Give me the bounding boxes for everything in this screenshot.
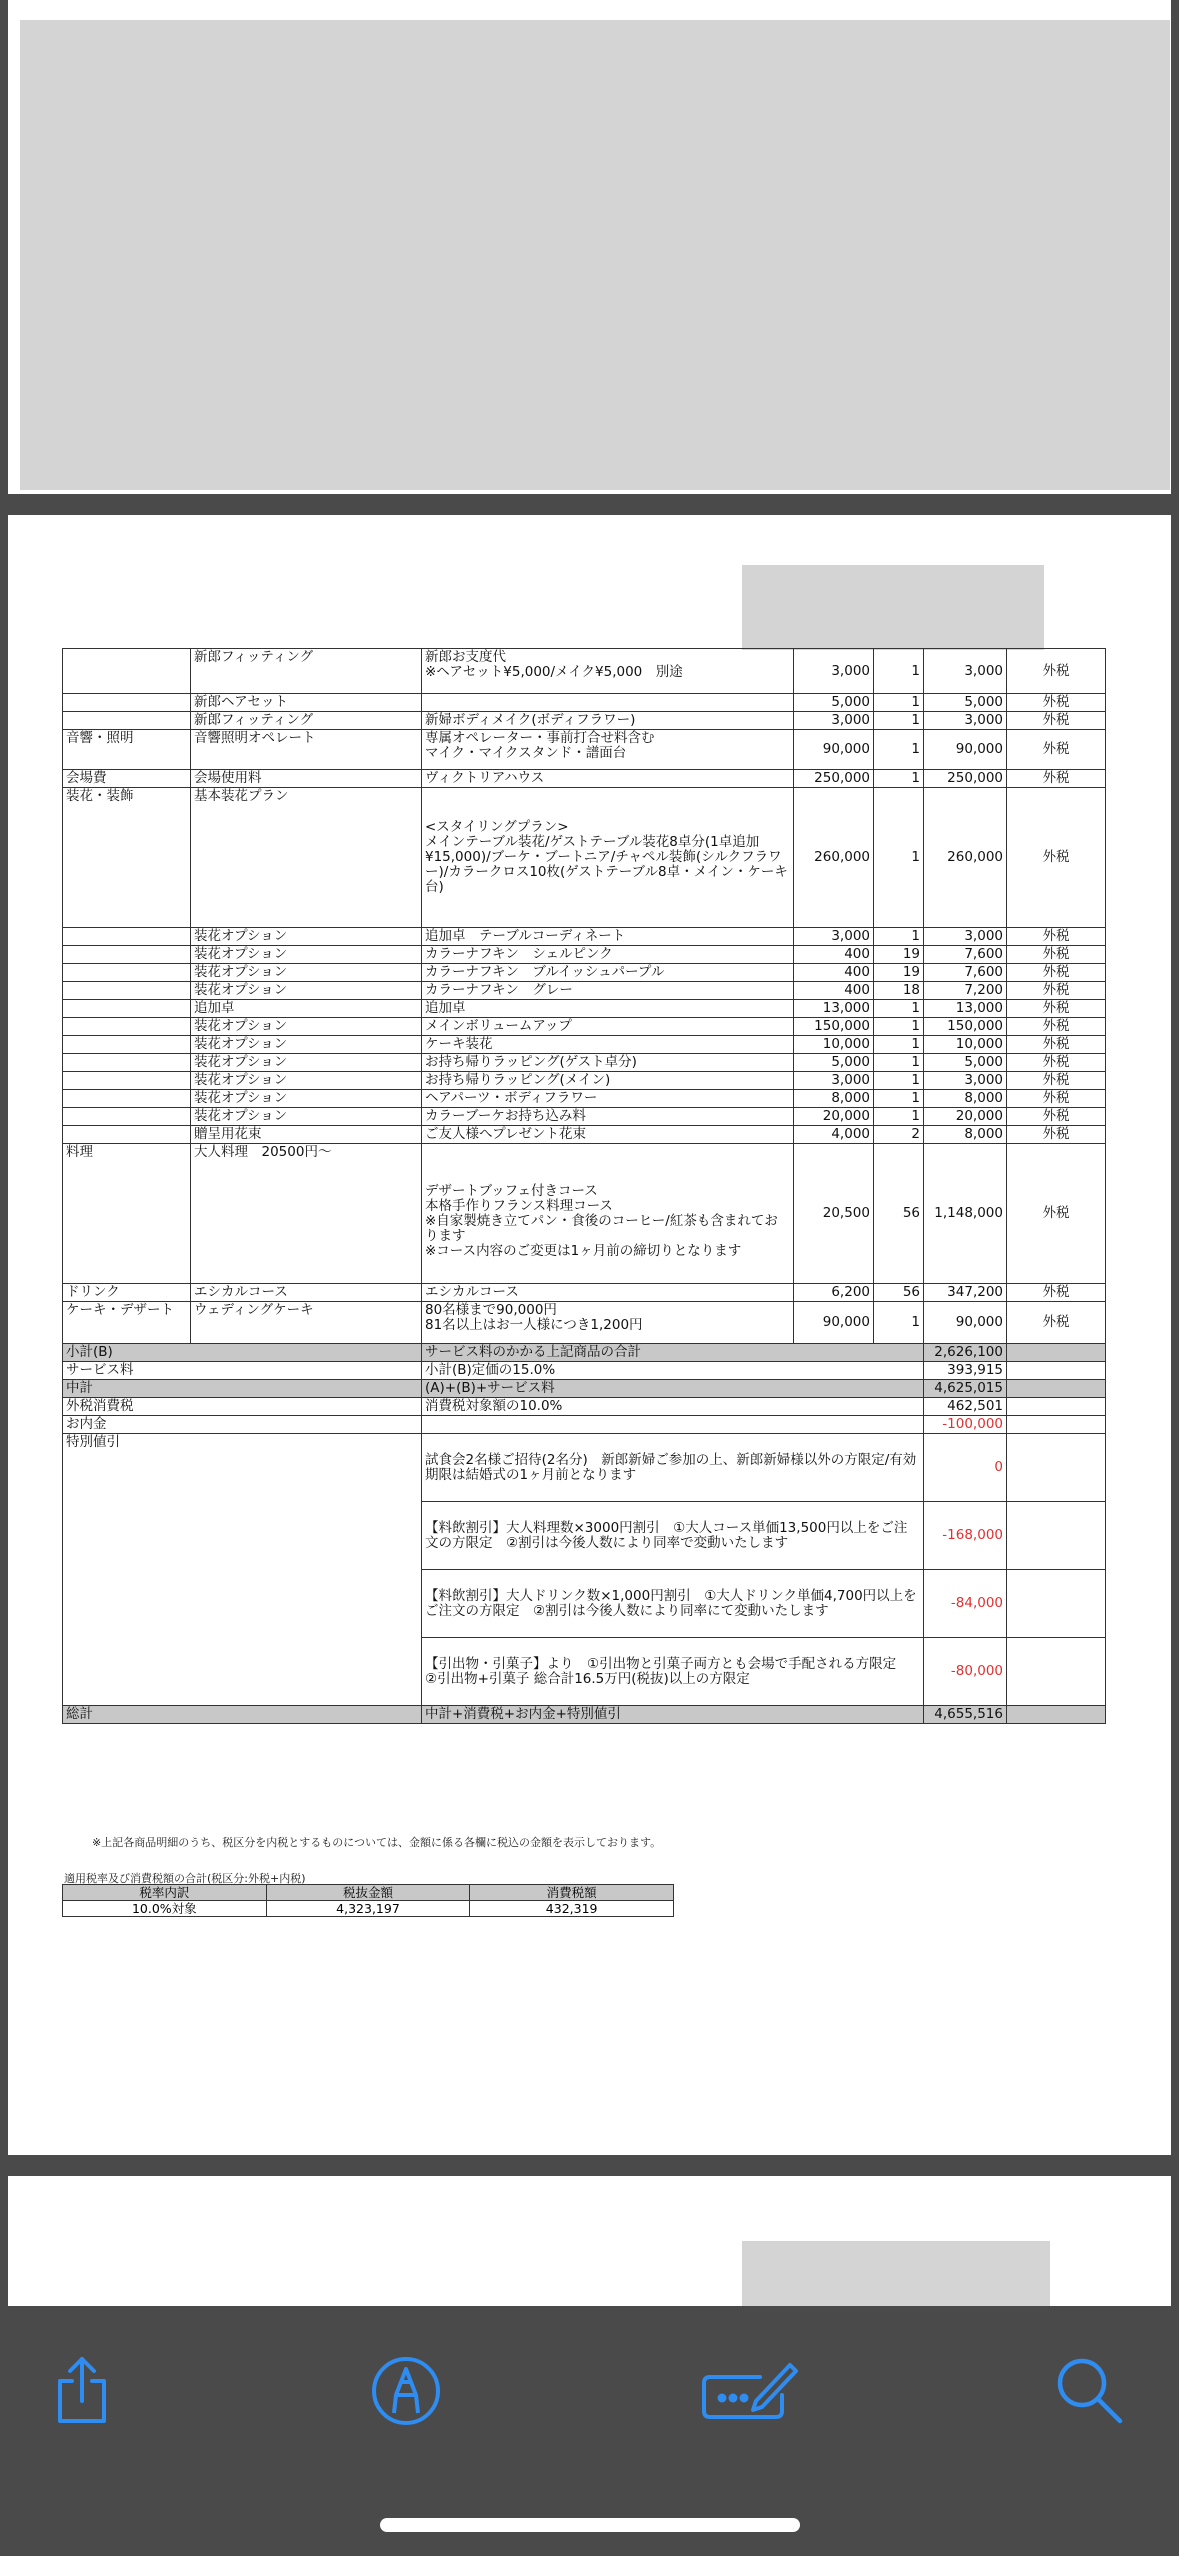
discount-description: 試食会2名様ご招待(2名分) 新郎新婦ご参加の上、新郎新婦様以外の方限定/有効期限は結婚式の1ヶ月前となります (422, 1434, 924, 1502)
category-cell (63, 964, 191, 982)
tax-type-cell: 外税 (1007, 1126, 1106, 1144)
table-row (63, 712, 1106, 730)
amount-cell: 7,600 (924, 946, 1007, 964)
unit-price-cell: 3,000 (794, 649, 874, 694)
category-cell (63, 928, 191, 946)
quantity-cell: 1 (874, 1036, 924, 1054)
tax-note: ※上記各商品明細のうち、税区分を内税とするものについては、金額に係る各欄に税込の金額を表示しております。 (92, 1836, 662, 1849)
quantity-cell: 1 (874, 1090, 924, 1108)
amount-cell: 13,000 (924, 1000, 1007, 1018)
redacted-area (742, 565, 1044, 650)
summary-label: お内金 (63, 1416, 422, 1434)
tax-type-cell: 外税 (1007, 946, 1106, 964)
amount-cell: 10,000 (924, 1036, 1007, 1054)
tax-summary-table (62, 1884, 674, 1917)
unit-price-cell: 400 (794, 946, 874, 964)
quantity-cell: 1 (874, 712, 924, 730)
item-cell: 新郎フィッティング (191, 712, 422, 730)
tax-summary-cell: 4,323,197 (266, 1901, 470, 1917)
item-cell: 装花オプション (191, 1018, 422, 1036)
unit-price-cell: 5,000 (794, 1054, 874, 1072)
tax-type-cell: 外税 (1007, 928, 1106, 946)
description-cell: 追加卓 テーブルコーディネート (422, 928, 794, 946)
table-row (63, 946, 1106, 964)
category-cell (63, 982, 191, 1000)
share-icon (50, 2355, 114, 2427)
description-cell: 追加卓 (422, 1000, 794, 1018)
summary-description: 小計(B)定価の15.0% (422, 1362, 924, 1380)
summary-amount: 4,625,015 (924, 1380, 1007, 1398)
share-button[interactable] (42, 2351, 122, 2431)
table-row (63, 928, 1106, 946)
amount-cell: 3,000 (924, 1072, 1007, 1090)
unit-price-cell: 3,000 (794, 712, 874, 730)
item-cell: 装花オプション (191, 964, 422, 982)
table-row (63, 788, 1106, 928)
description-cell: ご友人様へプレゼント花束 (422, 1126, 794, 1144)
unit-price-cell: 250,000 (794, 770, 874, 788)
summary-description: (A)+(B)+サービス料 (422, 1380, 924, 1398)
item-cell: 装花オプション (191, 1072, 422, 1090)
category-cell: 音響・照明 (63, 730, 191, 770)
quantity-cell: 2 (874, 1126, 924, 1144)
quantity-cell: 1 (874, 770, 924, 788)
description-cell: カラーナフキン シェルピンク (422, 946, 794, 964)
tax-type-cell: 外税 (1007, 1000, 1106, 1018)
tax-summary-header: 税抜金額 (266, 1885, 470, 1901)
description-cell: 新婦ボディメイク(ボディフラワー) (422, 712, 794, 730)
item-cell: 装花オプション (191, 1090, 422, 1108)
quantity-cell: 1 (874, 649, 924, 694)
summary-amount: 393,915 (924, 1362, 1007, 1380)
summary-label: 中計 (63, 1380, 422, 1398)
total-row (63, 1706, 1106, 1724)
description-cell: お持ち帰りラッピング(ゲスト卓分) (422, 1054, 794, 1072)
summary-row (63, 1344, 1106, 1362)
amount-cell: 3,000 (924, 649, 1007, 694)
tax-type-cell: 外税 (1007, 1284, 1106, 1302)
description-cell: <スタイリングプラン> メインテーブル装花/ゲストテーブル装花8卓分(1卓追加¥15,000)/ブーケ・ブートニア/チャペル装飾(シルクフラワー)/カラークロス10枚(ゲストテーブル8卓・メイン・ケーキ台) (422, 788, 794, 928)
unit-price-cell: 3,000 (794, 928, 874, 946)
category-cell: ケーキ・デザート (63, 1302, 191, 1344)
table-row (63, 1302, 1106, 1344)
amount-cell: 5,000 (924, 1054, 1007, 1072)
quantity-cell: 1 (874, 1108, 924, 1126)
quantity-cell: 1 (874, 1302, 924, 1344)
summary-description (422, 1416, 924, 1434)
summary-label: 外税消費税 (63, 1398, 422, 1416)
tax-summary-header: 消費税額 (470, 1885, 674, 1901)
quantity-cell: 1 (874, 928, 924, 946)
amount-cell: 260,000 (924, 788, 1007, 928)
description-cell: カラーナフキン グレー (422, 982, 794, 1000)
table-row (63, 730, 1106, 770)
tax-type-cell: 外税 (1007, 1054, 1106, 1072)
amount-cell: 8,000 (924, 1126, 1007, 1144)
tax-type-cell: 外税 (1007, 982, 1106, 1000)
category-cell: 会場費 (63, 770, 191, 788)
unit-price-cell: 3,000 (794, 1072, 874, 1090)
tax-type-cell: 外税 (1007, 712, 1106, 730)
tax-type-cell: 外税 (1007, 1090, 1106, 1108)
summary-amount: 2,626,100 (924, 1344, 1007, 1362)
category-cell (63, 1108, 191, 1126)
tax-summary-caption: 適用税率及び消費税額の合計(税区分:外税+内税) (64, 1872, 306, 1885)
quantity-cell: 56 (874, 1144, 924, 1284)
tax-type-cell: 外税 (1007, 788, 1106, 928)
discount-blank (1007, 1638, 1106, 1706)
tax-type-cell: 外税 (1007, 1072, 1106, 1090)
description-cell: ヘアパーツ・ボディフラワー (422, 1090, 794, 1108)
discount-amount: -80,000 (924, 1638, 1007, 1706)
quantity-cell: 1 (874, 694, 924, 712)
item-cell: 装花オプション (191, 946, 422, 964)
category-cell (63, 1036, 191, 1054)
discount-blank (1007, 1570, 1106, 1638)
unit-price-cell: 6,200 (794, 1284, 874, 1302)
category-cell: 装花・装飾 (63, 788, 191, 928)
tax-type-cell: 外税 (1007, 694, 1106, 712)
discount-blank (1007, 1502, 1106, 1570)
unit-price-cell: 90,000 (794, 1302, 874, 1344)
table-row (63, 1072, 1106, 1090)
discount-description: 【引出物・引菓子】より ①引出物と引菓子両方とも会場で手配される方限定 ②引出物+引菓子 総合計16.5万円(税抜)以上の方限定 (422, 1638, 924, 1706)
unit-price-cell: 8,000 (794, 1090, 874, 1108)
table-row (63, 1144, 1106, 1284)
quantity-cell: 1 (874, 730, 924, 770)
item-cell: 新郎フィッティング (191, 649, 422, 694)
item-cell: 装花オプション (191, 982, 422, 1000)
table-row (63, 1284, 1106, 1302)
amount-cell: 3,000 (924, 712, 1007, 730)
tax-summary-header: 税率内訳 (63, 1885, 267, 1901)
search-icon (1054, 2355, 1126, 2427)
quantity-cell: 1 (874, 1072, 924, 1090)
discount-amount: 0 (924, 1434, 1007, 1502)
quantity-cell: 1 (874, 788, 924, 928)
markup-button[interactable] (366, 2351, 446, 2431)
total-amount: 4,655,516 (924, 1706, 1007, 1724)
tax-type-cell: 外税 (1007, 1108, 1106, 1126)
search-button[interactable] (1050, 2351, 1130, 2431)
total-blank (1007, 1706, 1106, 1724)
description-cell: 新郎お支度代 ※ヘアセット¥5,000/メイク¥5,000 別途 (422, 649, 794, 694)
tax-type-cell: 外税 (1007, 964, 1106, 982)
summary-blank (1007, 1380, 1106, 1398)
summary-blank (1007, 1362, 1106, 1380)
summary-blank (1007, 1344, 1106, 1362)
table-row (63, 1054, 1106, 1072)
amount-cell: 150,000 (924, 1018, 1007, 1036)
tax-type-cell: 外税 (1007, 730, 1106, 770)
category-cell (63, 694, 191, 712)
quantity-cell: 1 (874, 1054, 924, 1072)
unit-price-cell: 400 (794, 982, 874, 1000)
tax-type-cell: 外税 (1007, 1036, 1106, 1054)
quantity-cell: 1 (874, 1000, 924, 1018)
table-row (63, 770, 1106, 788)
unit-price-cell: 260,000 (794, 788, 874, 928)
summary-label: サービス料 (63, 1362, 422, 1380)
item-cell: 基本装花プラン (191, 788, 422, 928)
summary-blank (1007, 1398, 1106, 1416)
summary-description: 消費税対象額の10.0% (422, 1398, 924, 1416)
amount-cell: 20,000 (924, 1108, 1007, 1126)
amount-cell: 7,600 (924, 964, 1007, 982)
category-cell (63, 1072, 191, 1090)
category-cell (63, 1054, 191, 1072)
quantity-cell: 19 (874, 964, 924, 982)
table-row (63, 1090, 1106, 1108)
quantity-cell: 19 (874, 946, 924, 964)
item-cell: 装花オプション (191, 1054, 422, 1072)
summary-amount: -100,000 (924, 1416, 1007, 1434)
redacted-area (20, 20, 1170, 490)
unit-price-cell: 400 (794, 964, 874, 982)
unit-price-cell: 20,000 (794, 1108, 874, 1126)
item-cell: 贈呈用花束 (191, 1126, 422, 1144)
unit-price-cell: 90,000 (794, 730, 874, 770)
unit-price-cell: 13,000 (794, 1000, 874, 1018)
quantity-cell: 56 (874, 1284, 924, 1302)
item-cell: 装花オプション (191, 928, 422, 946)
tax-type-cell: 外税 (1007, 1144, 1106, 1284)
item-cell: エシカルコース (191, 1284, 422, 1302)
table-row (63, 649, 1106, 694)
markup-icon (370, 2355, 442, 2427)
summary-blank (1007, 1416, 1106, 1434)
tax-summary-cell: 432,319 (470, 1901, 674, 1917)
amount-cell: 1,148,000 (924, 1144, 1007, 1284)
estimate-table (62, 648, 1106, 1724)
amount-cell: 7,200 (924, 982, 1007, 1000)
item-cell: 会場使用料 (191, 770, 422, 788)
table-row (63, 1126, 1106, 1144)
unit-price-cell: 4,000 (794, 1126, 874, 1144)
discount-description: 【料飲割引】大人ドリンク数×1,000円割引 ①大人ドリンク単価4,700円以上をご注文の方限定 ②割引は今後人数により同率にて変動いたします (422, 1570, 924, 1638)
description-cell: ヴィクトリアハウス (422, 770, 794, 788)
item-cell: 装花オプション (191, 1108, 422, 1126)
amount-cell: 5,000 (924, 694, 1007, 712)
signature-button[interactable] (700, 2351, 800, 2431)
category-cell (63, 712, 191, 730)
category-cell: 料理 (63, 1144, 191, 1284)
table-row (63, 1000, 1106, 1018)
signature-icon (700, 2355, 800, 2427)
amount-cell: 8,000 (924, 1090, 1007, 1108)
description-cell (422, 694, 794, 712)
item-cell: 装花オプション (191, 1036, 422, 1054)
discount-description: 【料飲割引】大人料理数×3000円割引 ①大人コース単価13,500円以上をご注文の方限定 ②割引は今後人数により同率で変動いたします (422, 1502, 924, 1570)
summary-description: サービス料のかかる上記商品の合計 (422, 1344, 924, 1362)
total-description: 中計+消費税+お内金+特別値引 (422, 1706, 924, 1724)
description-cell: エシカルコース (422, 1284, 794, 1302)
amount-cell: 90,000 (924, 1302, 1007, 1344)
table-row (63, 1036, 1106, 1054)
amount-cell: 347,200 (924, 1284, 1007, 1302)
home-indicator[interactable] (380, 2518, 800, 2532)
summary-row (63, 1398, 1106, 1416)
table-row (63, 964, 1106, 982)
discount-amount: -168,000 (924, 1502, 1007, 1570)
tax-type-cell: 外税 (1007, 770, 1106, 788)
summary-row (63, 1362, 1106, 1380)
quantity-cell: 1 (874, 1018, 924, 1036)
description-cell: デザートブッフェ付きコース 本格手作りフランス料理コース ※自家製焼き立てパン・食後のコーヒー/紅茶も含まれております ※コース内容のご変更は1ヶ月前の締切りとなります (422, 1144, 794, 1284)
item-cell: ウェディングケーキ (191, 1302, 422, 1344)
item-cell: 追加卓 (191, 1000, 422, 1018)
item-cell: 音響照明オペレート (191, 730, 422, 770)
description-cell: 80名様まで90,000円 81名以上はお一人様につき1,200円 (422, 1302, 794, 1344)
tax-summary-cell: 10.0%対象 (63, 1901, 267, 1917)
unit-price-cell: 10,000 (794, 1036, 874, 1054)
total-label: 総計 (63, 1706, 422, 1724)
category-cell (63, 946, 191, 964)
category-cell: ドリンク (63, 1284, 191, 1302)
tax-type-cell: 外税 (1007, 1302, 1106, 1344)
tax-type-cell: 外税 (1007, 649, 1106, 694)
category-cell (63, 1018, 191, 1036)
item-cell: 大人料理 20500円〜 (191, 1144, 422, 1284)
tax-type-cell: 外税 (1007, 1018, 1106, 1036)
discount-label: 特別値引 (63, 1434, 422, 1706)
category-cell (63, 649, 191, 694)
amount-cell: 3,000 (924, 928, 1007, 946)
table-row (63, 694, 1106, 712)
summary-label: 小計(B) (63, 1344, 422, 1362)
summary-row (63, 1416, 1106, 1434)
description-cell: 専属オペレーター・事前打合せ料含む マイク・マイクスタンド・譜面台 (422, 730, 794, 770)
unit-price-cell: 150,000 (794, 1018, 874, 1036)
discount-row (63, 1434, 1106, 1502)
amount-cell: 250,000 (924, 770, 1007, 788)
quantity-cell: 18 (874, 982, 924, 1000)
table-row (63, 1108, 1106, 1126)
summary-row (63, 1380, 1106, 1398)
category-cell (63, 1126, 191, 1144)
table-row (63, 1018, 1106, 1036)
description-cell: ケーキ装花 (422, 1036, 794, 1054)
description-cell: カラーナフキン ブルイッシュパープル (422, 964, 794, 982)
description-cell: お持ち帰りラッピング(メイン) (422, 1072, 794, 1090)
description-cell: メインボリュームアップ (422, 1018, 794, 1036)
table-row (63, 982, 1106, 1000)
summary-amount: 462,501 (924, 1398, 1007, 1416)
discount-amount: -84,000 (924, 1570, 1007, 1638)
category-cell (63, 1090, 191, 1108)
category-cell (63, 1000, 191, 1018)
discount-blank (1007, 1434, 1106, 1502)
unit-price-cell: 20,500 (794, 1144, 874, 1284)
description-cell: カラーブーケお持ち込み料 (422, 1108, 794, 1126)
unit-price-cell: 5,000 (794, 694, 874, 712)
amount-cell: 90,000 (924, 730, 1007, 770)
item-cell: 新郎ヘアセット (191, 694, 422, 712)
